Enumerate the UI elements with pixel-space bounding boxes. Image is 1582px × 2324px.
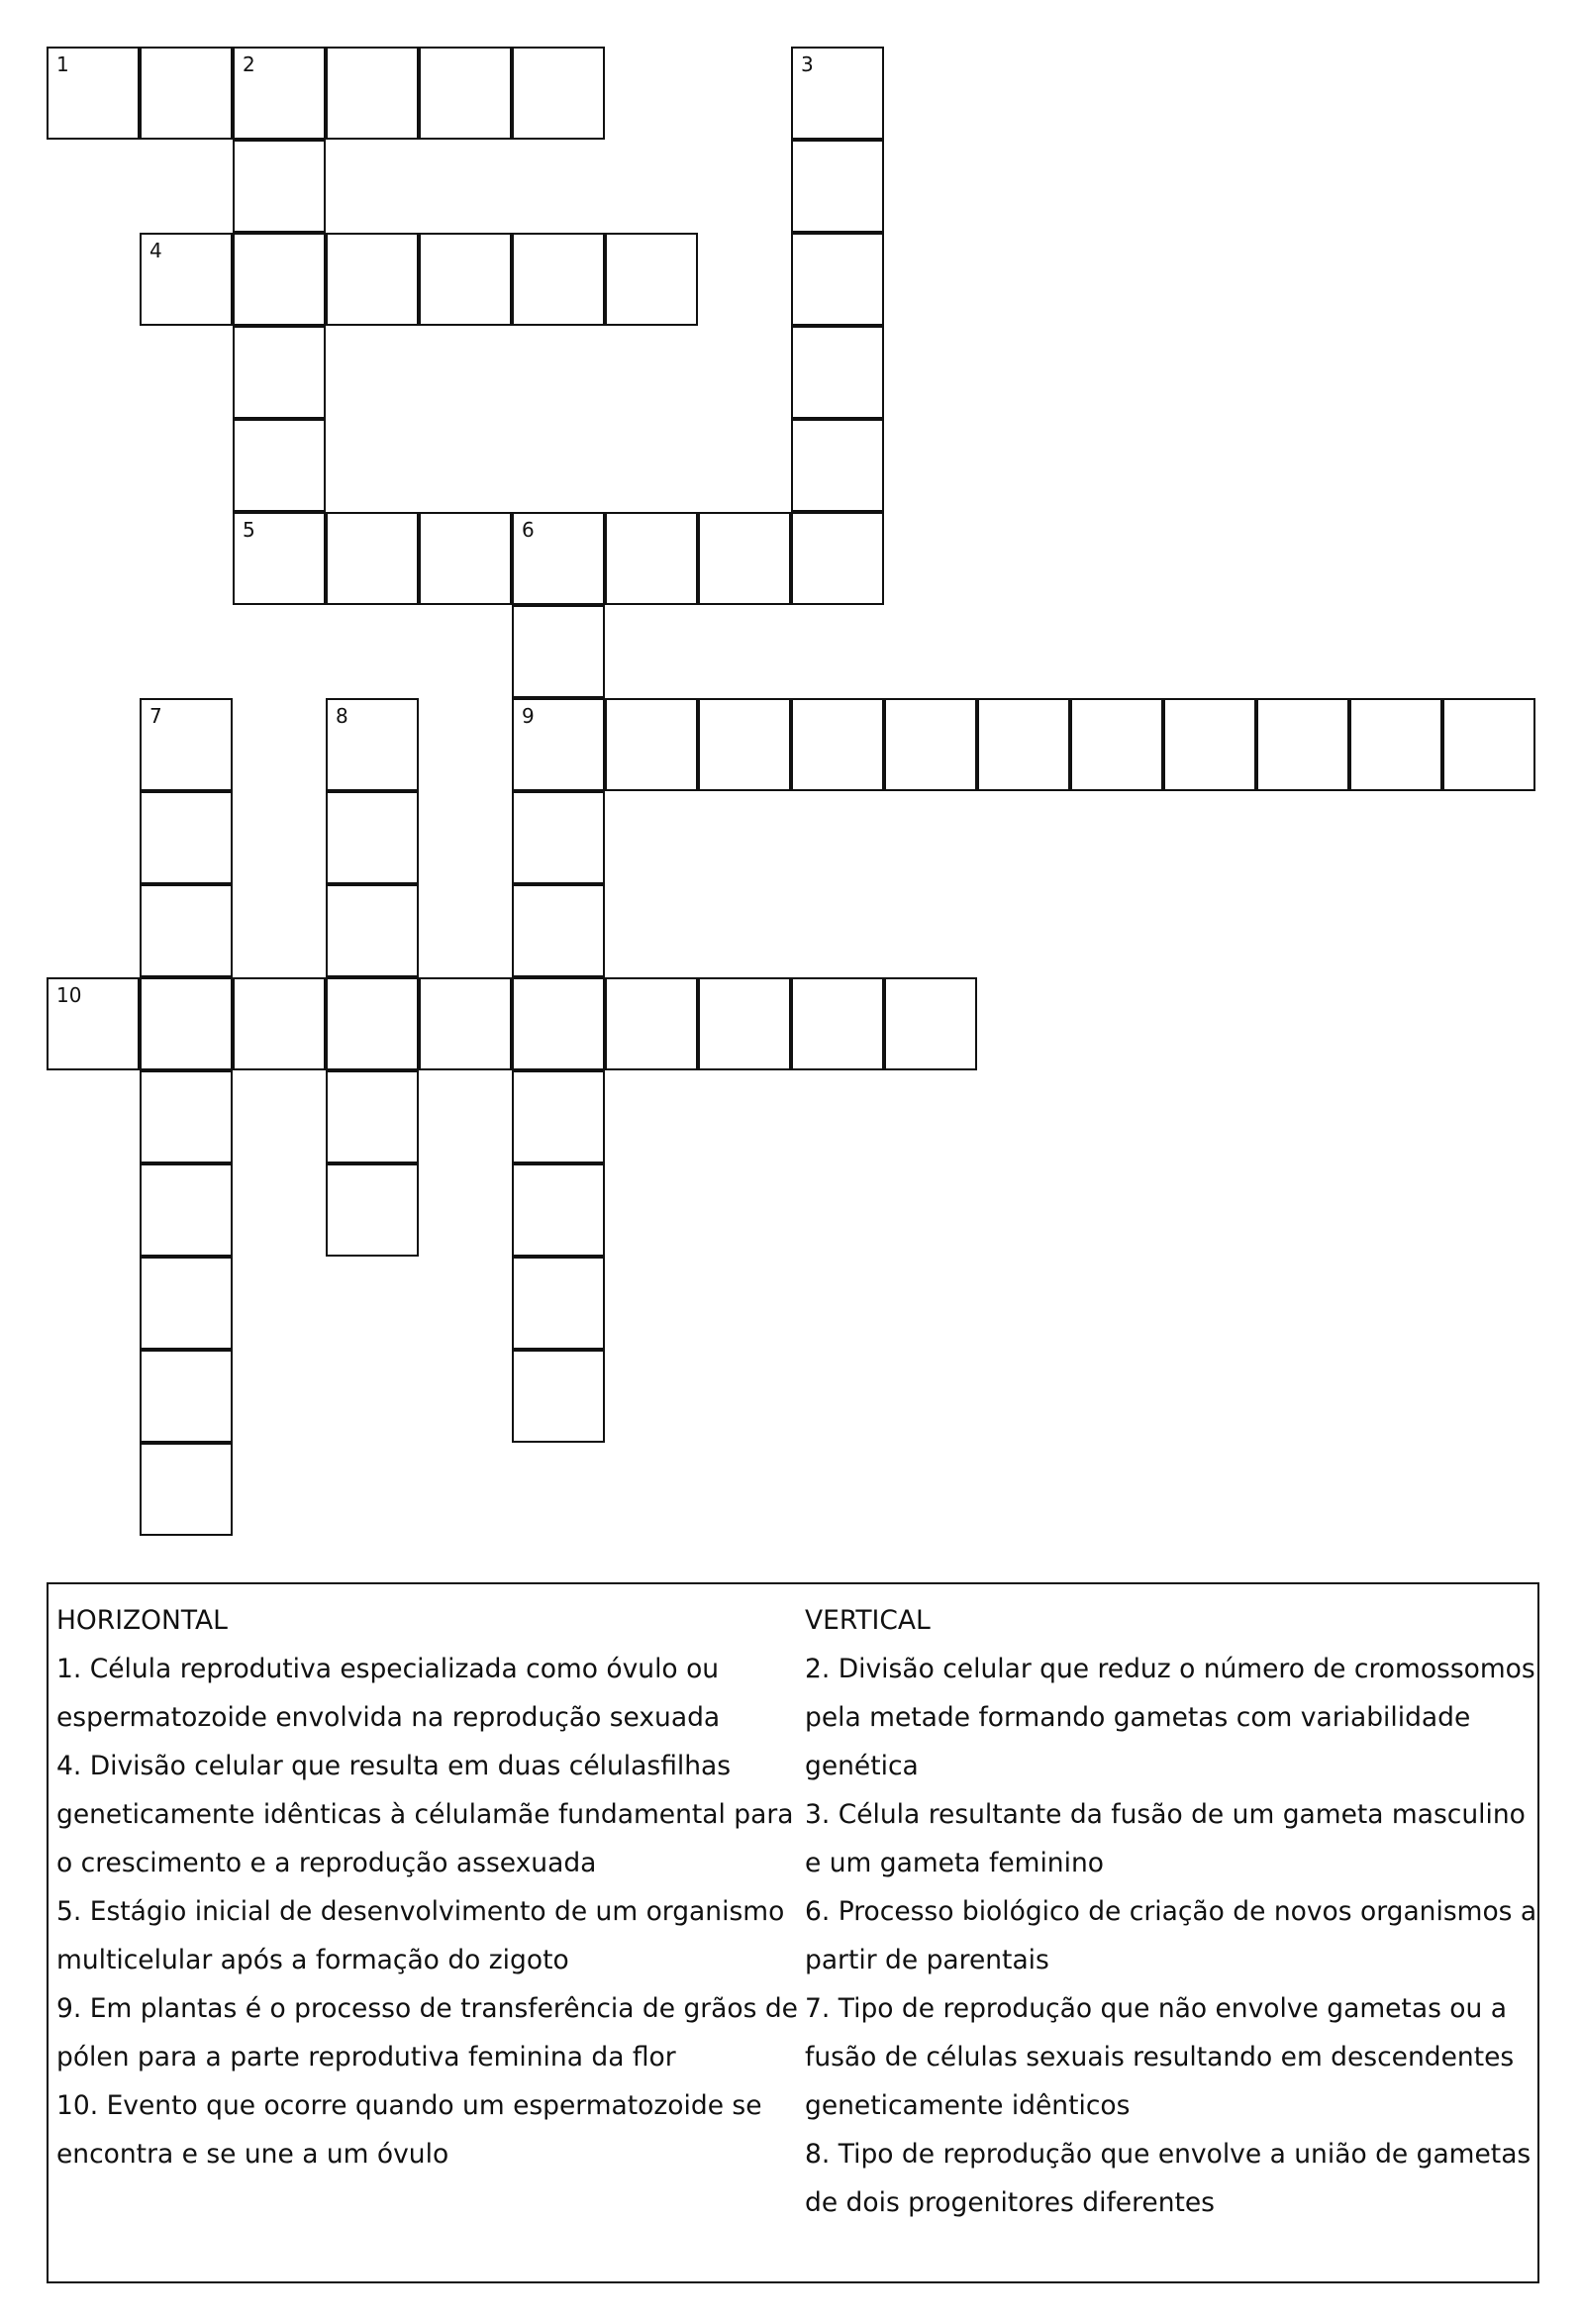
- clue-number: 3: [801, 52, 814, 76]
- clue-number: 1: [56, 52, 69, 76]
- crossword-cell[interactable]: [512, 1163, 605, 1257]
- crossword-cell[interactable]: [47, 47, 140, 140]
- clue-horizontal-1: 1. Célula reprodutiva especializada como óvulo ou espermatozoide envolvida na reprodução sexuada: [56, 1654, 721, 1733]
- clue-vertical-2: 2. Divisão celular que reduz o número de cromossomos pela metade formando gametas com variabilidade genética: [805, 1654, 1535, 1781]
- crossword-cell[interactable]: [326, 884, 419, 977]
- crossword-cell[interactable]: [512, 1350, 605, 1443]
- crossword-cell[interactable]: [326, 698, 419, 791]
- crossword-cell[interactable]: [326, 512, 419, 605]
- clue-number: 2: [243, 52, 255, 76]
- clue-vertical-7: 7. Tipo de reprodução que não envolve gametas ou a fusão de células sexuais resultando em descendentes geneticamente idênticos: [805, 1993, 1515, 2121]
- clue-number: 7: [149, 704, 162, 728]
- crossword-cell[interactable]: [326, 791, 419, 884]
- crossword-cell[interactable]: [233, 140, 326, 233]
- horizontal-clues: [56, 1596, 799, 2178]
- crossword-cell[interactable]: [1442, 698, 1535, 791]
- crossword-cell[interactable]: [791, 140, 884, 233]
- crossword-cell[interactable]: [791, 419, 884, 512]
- crossword-cell[interactable]: [233, 326, 326, 419]
- crossword-cell[interactable]: [47, 977, 140, 1070]
- crossword-cell[interactable]: [233, 419, 326, 512]
- crossword-cell[interactable]: [698, 977, 791, 1070]
- clue-number: 8: [336, 704, 348, 728]
- crossword-cell[interactable]: [233, 233, 326, 326]
- crossword-cell[interactable]: [140, 977, 233, 1070]
- clue-horizontal-10: 10. Evento que ocorre quando um espermatozoide se encontra e se une a um óvulo: [56, 2090, 762, 2170]
- crossword-cell[interactable]: [512, 605, 605, 698]
- crossword-cell[interactable]: [326, 1070, 419, 1163]
- crossword-cell[interactable]: [1163, 698, 1256, 791]
- crossword-cell[interactable]: [605, 512, 698, 605]
- crossword-cell[interactable]: [140, 1257, 233, 1350]
- crossword-cell[interactable]: [698, 512, 791, 605]
- crossword-cell[interactable]: [698, 698, 791, 791]
- crossword-cell[interactable]: [605, 977, 698, 1070]
- crossword-cell[interactable]: [512, 512, 605, 605]
- horizontal-title: HORIZONTAL: [56, 1605, 228, 1636]
- crossword-cell[interactable]: [140, 698, 233, 791]
- crossword-cell[interactable]: [884, 977, 977, 1070]
- crossword-cell[interactable]: [1349, 698, 1442, 791]
- crossword-cell[interactable]: [512, 47, 605, 140]
- crossword-cell[interactable]: [233, 47, 326, 140]
- clue-vertical-3: 3. Célula resultante da fusão de um gameta masculino e um gameta feminino: [805, 1799, 1526, 1878]
- crossword-cell[interactable]: [326, 977, 419, 1070]
- crossword-cell[interactable]: [884, 698, 977, 791]
- vertical-clues: [805, 1596, 1537, 2227]
- crossword-cell[interactable]: [1070, 698, 1163, 791]
- clues-box: [47, 1582, 1539, 2283]
- crossword-cell[interactable]: [791, 233, 884, 326]
- crossword-cell[interactable]: [512, 884, 605, 977]
- crossword-cell[interactable]: [140, 1350, 233, 1443]
- clue-number: 10: [56, 983, 82, 1007]
- crossword-cell[interactable]: [233, 977, 326, 1070]
- clue-number: 6: [522, 518, 535, 542]
- clue-number: 4: [149, 239, 162, 262]
- crossword-cell[interactable]: [791, 977, 884, 1070]
- crossword-cell[interactable]: [326, 233, 419, 326]
- clue-vertical-6: 6. Processo biológico de criação de novos organismos a partir de parentais: [805, 1896, 1537, 1975]
- crossword-cell[interactable]: [977, 698, 1070, 791]
- clue-horizontal-4: 4. Divisão celular que resulta em duas célulasfilhas geneticamente idênticas à célulamãe fundamental para o crescimento e a reprodução assexuada: [56, 1751, 794, 1878]
- crossword-cell[interactable]: [1256, 698, 1349, 791]
- vertical-title: VERTICAL: [805, 1605, 931, 1636]
- crossword-cell[interactable]: [791, 512, 884, 605]
- clue-number: 9: [522, 704, 535, 728]
- clue-vertical-8: 8. Tipo de reprodução que envolve a união de gametas de dois progenitores diferentes: [805, 2139, 1532, 2218]
- crossword-cell[interactable]: [140, 791, 233, 884]
- crossword-cell[interactable]: [326, 1163, 419, 1257]
- crossword-cell[interactable]: [512, 1257, 605, 1350]
- crossword-cell[interactable]: [605, 233, 698, 326]
- crossword-cell[interactable]: [512, 977, 605, 1070]
- crossword-cell[interactable]: [791, 47, 884, 140]
- crossword-cell[interactable]: [419, 512, 512, 605]
- crossword-cell[interactable]: [791, 326, 884, 419]
- crossword-cell[interactable]: [419, 977, 512, 1070]
- crossword-cell[interactable]: [233, 512, 326, 605]
- crossword-cell[interactable]: [512, 698, 605, 791]
- crossword-cell[interactable]: [140, 1443, 233, 1536]
- clue-horizontal-9: 9. Em plantas é o processo de transferência de grãos de pólen para a parte reprodutiva feminina da flor: [56, 1993, 798, 2072]
- crossword-cell[interactable]: [140, 1163, 233, 1257]
- crossword-cell[interactable]: [140, 884, 233, 977]
- crossword-cell[interactable]: [140, 233, 233, 326]
- clue-number: 5: [243, 518, 255, 542]
- crossword-cell[interactable]: [326, 47, 419, 140]
- crossword-cell[interactable]: [605, 698, 698, 791]
- crossword-cell[interactable]: [512, 1070, 605, 1163]
- clue-horizontal-5: 5. Estágio inicial de desenvolvimento de um organismo multicelular após a formação do zigoto: [56, 1896, 785, 1975]
- crossword-cell[interactable]: [140, 1070, 233, 1163]
- crossword-cell[interactable]: [419, 47, 512, 140]
- crossword-cell[interactable]: [140, 47, 233, 140]
- crossword-cell[interactable]: [791, 698, 884, 791]
- crossword-cell[interactable]: [512, 791, 605, 884]
- crossword-cell[interactable]: [419, 233, 512, 326]
- crossword-cell[interactable]: [512, 233, 605, 326]
